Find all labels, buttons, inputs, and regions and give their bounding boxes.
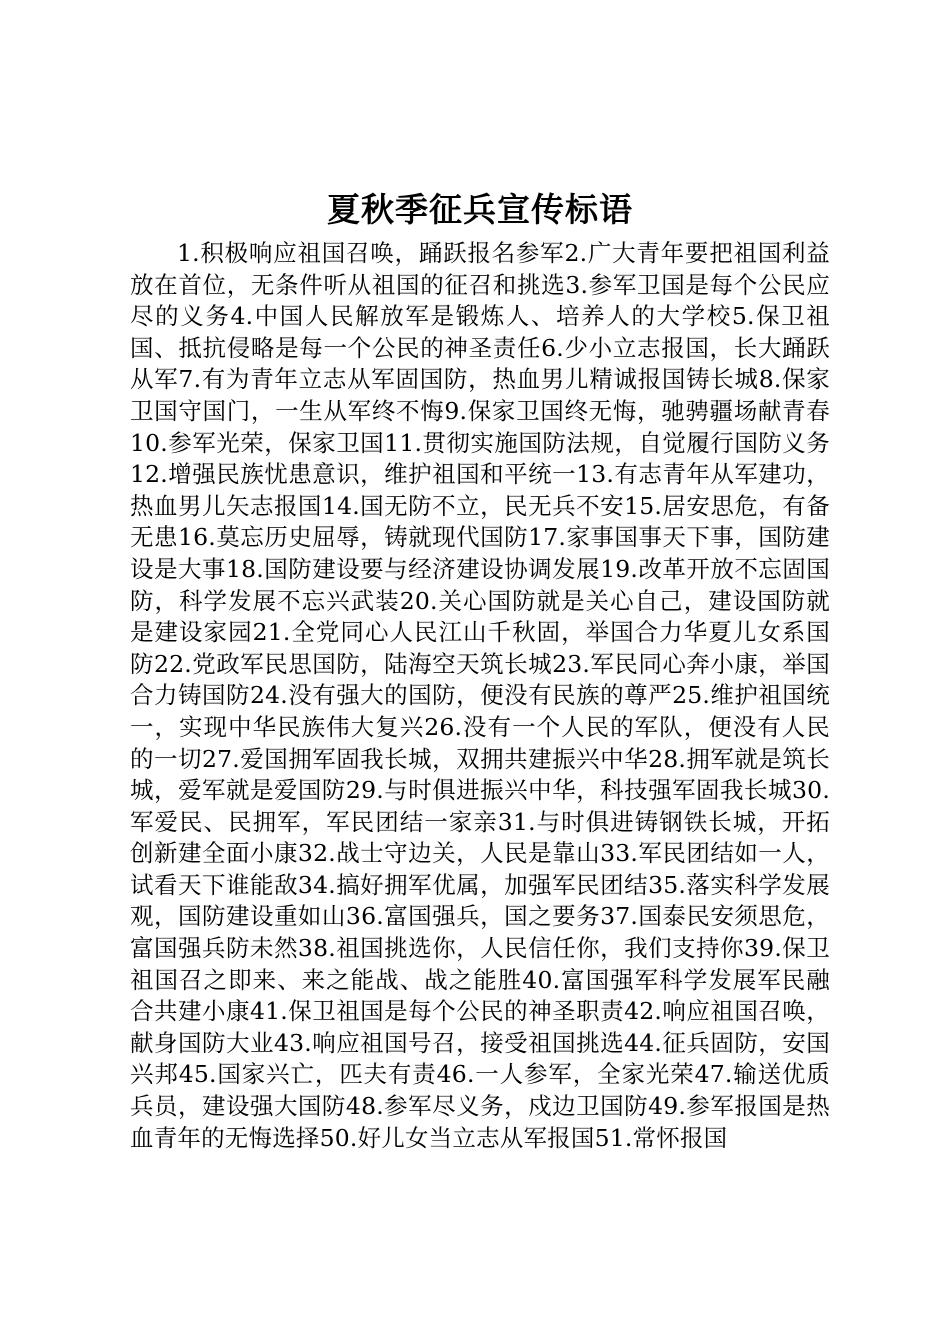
document-page: [130, 188, 830, 1154]
document-body: 1.积极响应祖国召唤，踊跃报名参军2.广大青年要把祖国利益放在首位，无条件听从祖国的征召和挑选3.参军卫国是每个公民应尽的义务4.中国人民解放军是锻炼人、培养人的大学校5.保卫祖国、抵抗侵略是每一个公民的神圣责任6.少小立志报国，长大踊跃从军7.有为青年立志从军固国防，热血男儿精诚报国铸长城8.保家卫国守国门，一生从军终不悔9.保家卫国终无悔，驰骋疆场献青春10.参军光荣，保家卫国11.贯彻实施国防法规，自觉履行国防义务12.增强民族忧患意识，维护祖国和平统一13.有志青年从军建功，热血男儿矢志报国14.国无防不立，民无兵不安15.居安思危，有备无患16.莫忘历史屈辱，铸就现代国防17.家事国事天下事，国防建设是大事18.国防建设要与经济建设协调发展19.改革开放不忘固国防，科学发展不忘兴武装20.关心国防就是关心自己，建设国防就是建设家园21.全党同心人民江山千秋固，举国合力华夏儿女系国防22.党政军民思国防，陆海空天筑长城23.军民同心奔小康，举国合力铸国防24.没有强大的国防，便没有民族的尊严25.维护祖国统一，实现中华民族伟大复兴26.没有一个人民的军队，便没有人民的一切27.爱国拥军固我长城，双拥共建振兴中华28.拥军就是筑长城，爱军就是爱国防29.与时俱进振兴中华，科技强军固我长城30.军爱民、民拥军，军民团结一家亲31.与时俱进铸钢铁长城，开拓创新建全面小康32.战士守边关，人民是靠山33.军民团结如一人，试看天下谁能敌34.搞好拥军优属，加强军民团结35.落实科学发展观，国防建设重如山36.富国强兵，国之要务37.国泰民安须思危，富国强兵防未然38.祖国挑选你，人民信任你，我们支持你39.保卫祖国召之即来、来之能战、战之能胜40.富国强军科学发展军民融合共建小康41.保卫祖国是每个公民的神圣职责42.响应祖国召唤，献身国防大业43.响应祖国号召，接受祖国挑选44.征兵固防，安国兴邦45.国家兴亡，匹夫有责46.一人参军，全家光荣47.输送优质兵员，建设强大国防48.参军尽义务，戍边卫国防49.参军报国是热血青年的无悔选择50.好儿女当立志从军报国51.常怀报国: [130, 239, 830, 1152]
document-title: 夏秋季征兵宣传标语: [327, 190, 633, 229]
